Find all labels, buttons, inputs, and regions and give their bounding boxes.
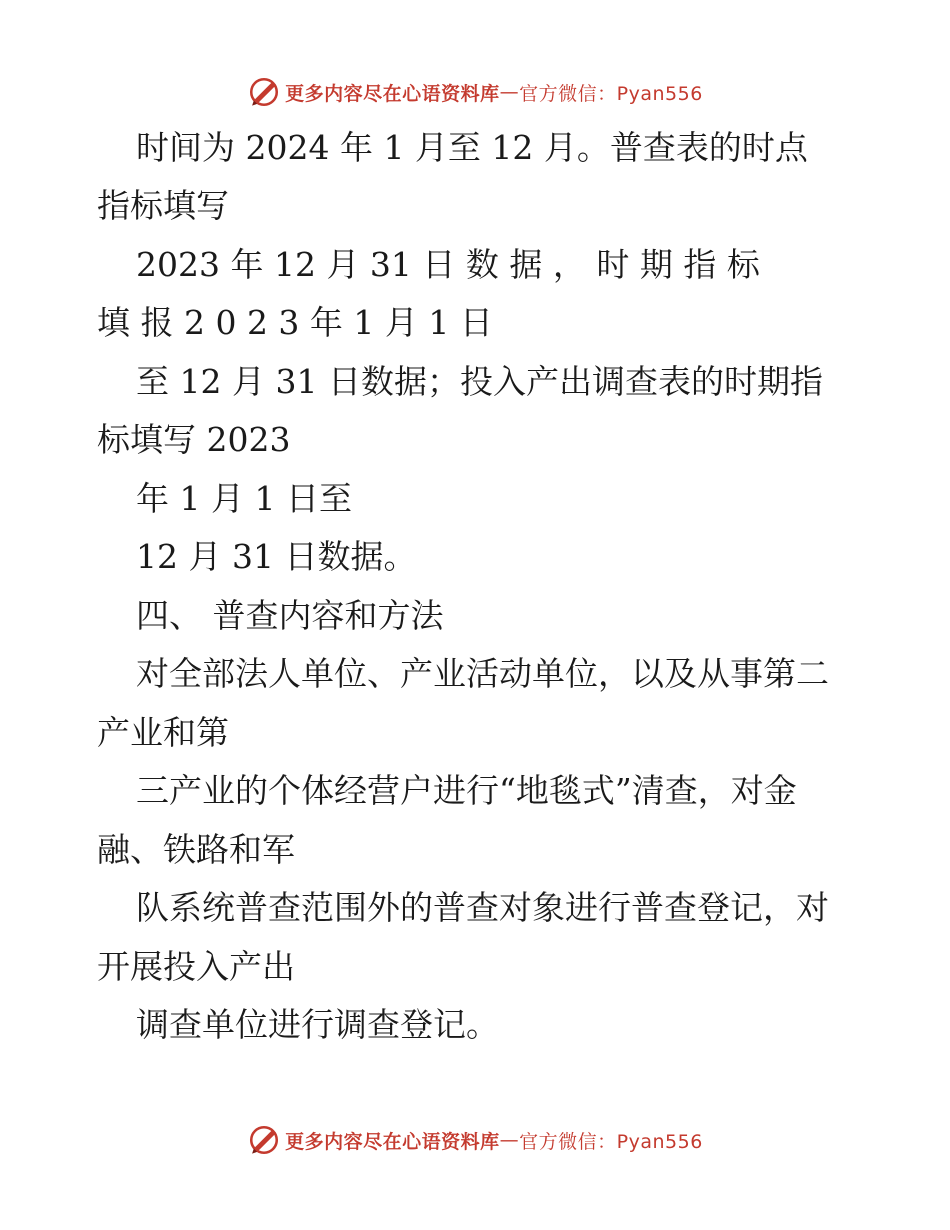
text-line: 年 1 月 1 日至 — [136, 479, 352, 518]
banner-title: 更多内容尽在心语资料库 — [285, 82, 500, 105]
text-line: 标填写 2023 — [97, 420, 291, 459]
text-line: 融、铁路和军 — [97, 830, 295, 869]
banner-wechat: 官方微信：Pyan556 — [519, 1130, 703, 1153]
text-line: 队系统普查范围外的普查对象进行普查登记，对 — [136, 888, 829, 927]
text-line: 调查单位进行调查登记。 — [136, 1005, 499, 1044]
pen-logo-icon — [247, 75, 281, 109]
text-line: 时间为 2024 年 1 月至 12 月。普查表的时点 — [136, 128, 808, 167]
banner-title: 更多内容尽在心语资料库 — [285, 1130, 500, 1153]
text-line: 至 12 月 31 日数据；投入产出调查表的时期指 — [136, 362, 823, 401]
section-heading: 四、 普查内容和方法 — [136, 596, 444, 635]
header-banner — [0, 72, 950, 112]
pen-logo-icon — [247, 1123, 281, 1157]
text-line: 12 月 31 日数据。 — [136, 537, 417, 576]
banner-dash: — — [499, 81, 520, 103]
text-line: 三产业的个体经营户进行“地毯式”清查，对金 — [136, 771, 797, 810]
text-line: 对全部法人单位、产业活动单位，以及从事第二 — [136, 654, 829, 693]
text-line: 指标填写 — [97, 186, 229, 225]
text-line: 开展投入产出 — [97, 947, 295, 986]
text-line: 填 报 2 0 2 3 年 1 月 1 日 — [97, 303, 493, 342]
banner-wechat: 官方微信：Pyan556 — [519, 82, 703, 105]
footer-banner — [0, 1120, 950, 1160]
banner-dash: — — [499, 1129, 520, 1151]
text-line: 产业和第 — [97, 713, 229, 752]
text-line: 2023 年 12 月 31 日 数 据 ， 时 期 指 标 — [136, 245, 760, 284]
